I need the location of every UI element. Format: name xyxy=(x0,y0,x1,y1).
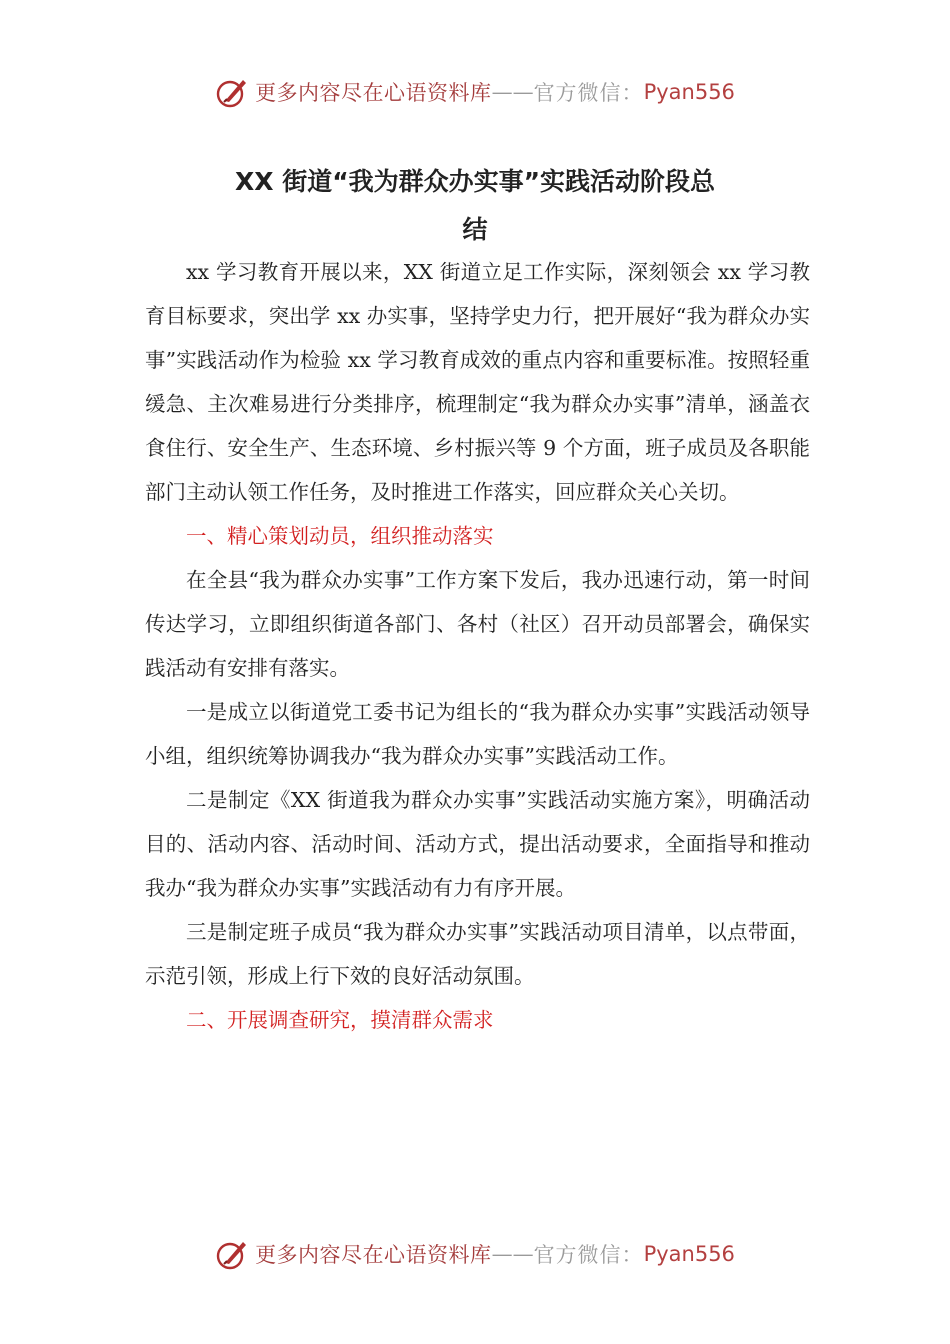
document-title-continued: 结 xyxy=(462,215,488,244)
body-paragraph: 二是制定《XX 街道我为群众办实事”实践活动实施方案》，明确活动目的、活动内容、活动时间、活动方式，提出活动要求，全面指导和推动我办“我为群众办实事”实践活动有力有序开展。 xyxy=(145,788,810,900)
watermark-wechat-label: 官方微信： xyxy=(533,1243,644,1267)
watermark-wechat-id: Pyan556 xyxy=(643,80,735,104)
section-heading-1: 一、精心策划动员，组织推动落实 xyxy=(186,524,494,548)
watermark-separator: —— xyxy=(491,1242,534,1266)
body-paragraph: 一是成立以街道党工委书记为组长的“我为群众办实事”实践活动领导小组，组织统筹协调我办“我为群众办实事”实践活动工作。 xyxy=(145,700,810,768)
section-heading-2: 二、开展调查研究，摸清群众需求 xyxy=(186,1008,494,1032)
document-body xyxy=(145,250,810,1042)
watermark-text: 更多内容尽在心语资料库 xyxy=(255,81,492,105)
watermark-banner-bottom xyxy=(0,1234,950,1274)
document-title: XX 街道“我为群众办实事”实践活动阶段总 xyxy=(234,167,716,196)
watermark-wechat-label: 官方微信： xyxy=(533,81,644,105)
body-paragraph: 在全县“我为群众办实事”工作方案下发后，我办迅速行动，第一时间传达学习，立即组织街道各部门、各村（社区）召开动员部署会，确保实践活动有安排有落实。 xyxy=(145,568,810,680)
watermark-wechat-id: Pyan556 xyxy=(643,1242,735,1266)
intro-paragraph: xx 学习教育开展以来，XX 街道立足工作实际，深刻领会 xx 学习教育目标要求，突出学 xx 办实事，坚持学史力行，把开展好“我为群众办实事”实践活动作为检验 xx 学习教育成效的重点内容和重要标准。按照轻重缓急、主次难易进行分类排序，梳理制定“我为群众办实事”清单，涵盖衣食住行、安全生产、生态环境、乡村振兴等 9 个方面，班子成员及各职能部门主动认领工作任务，及时推进工作落实，回应群众关心关切。 xyxy=(145,260,810,504)
quill-logo-icon xyxy=(215,1236,251,1272)
watermark-text: 更多内容尽在心语资料库 xyxy=(255,1243,492,1267)
watermark-banner-top xyxy=(0,72,950,112)
watermark-separator: —— xyxy=(491,80,534,104)
body-paragraph: 三是制定班子成员“我为群众办实事”实践活动项目清单，以点带面，示范引领，形成上行下效的良好活动氛围。 xyxy=(145,920,810,988)
quill-logo-icon xyxy=(215,74,251,110)
